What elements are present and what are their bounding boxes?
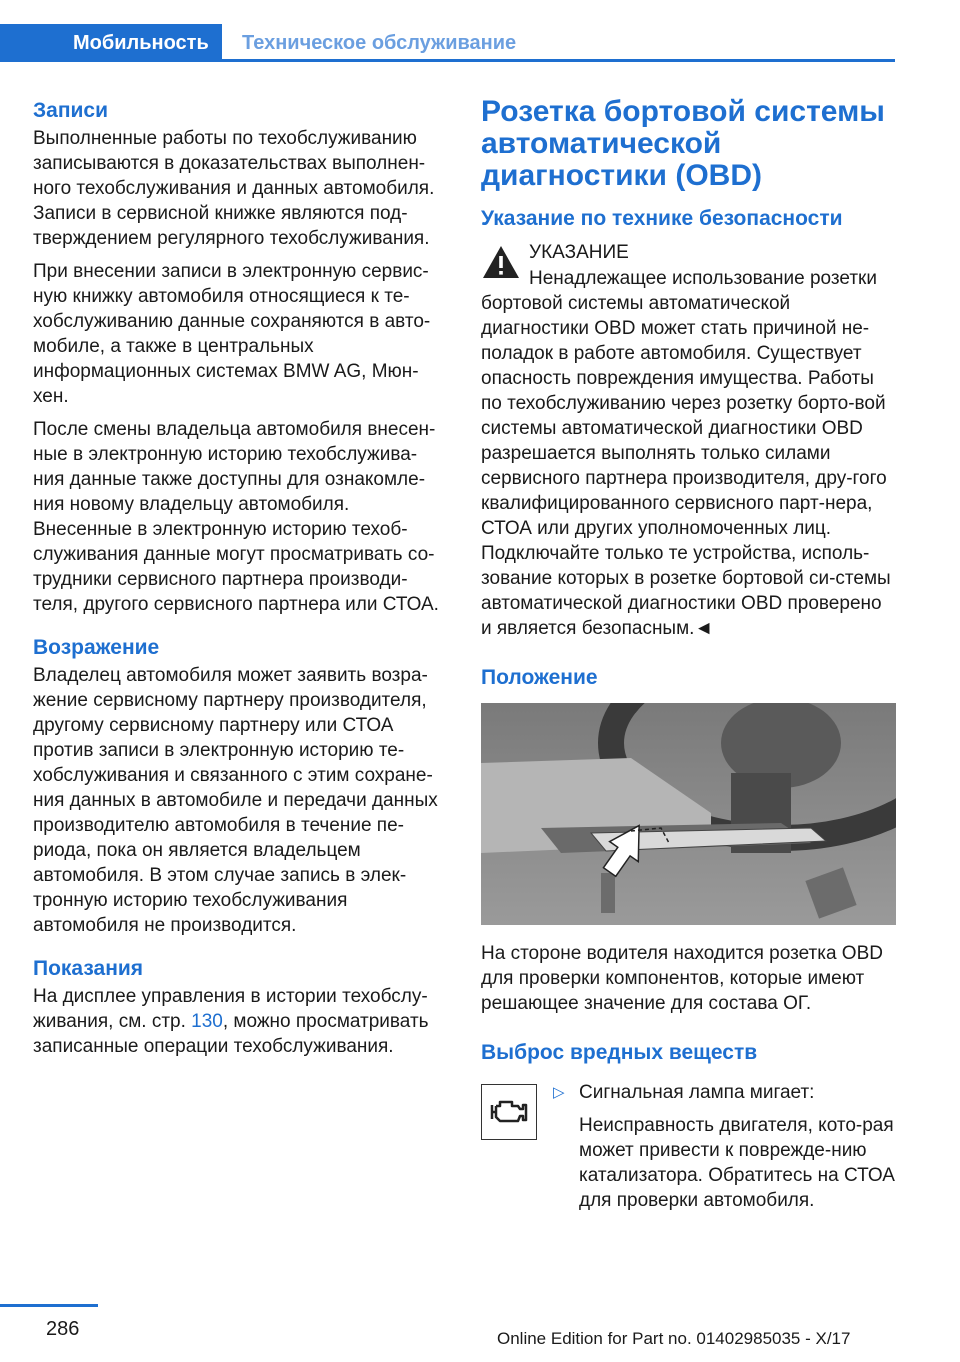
dashboard-illustration	[481, 703, 896, 925]
warning-triangle-icon	[481, 244, 521, 280]
header-rule	[222, 59, 895, 62]
engine-indicator-block	[481, 1080, 896, 1213]
safety-heading: Указание по технике безопасности	[481, 207, 843, 230]
warning-label: УКАЗАНИЕ	[529, 242, 629, 263]
left-column	[33, 96, 448, 1067]
display-heading: Показания	[33, 957, 144, 980]
warning-line-1: Ненадлежащее использование розетки	[529, 268, 877, 289]
chapter-tab[interactable]: Мобильность	[0, 24, 222, 62]
records-heading: Записи	[33, 99, 109, 122]
page-header	[0, 24, 895, 62]
objection-paragraph: Владелец автомобиля может заявить возра-жение сервисному партнеру производителя, другому сервисному партнеру или СТОА против записи в электронную историю те-хобслуживания и связанного с этим сохране-ния данных в автомобиле и передачи данных производителю автомобиля в течение пе-риода, пока он является владельцем автомобиля. В этом случае запись в элек-тронную историю техобслуживания автомобиля не производится.	[33, 665, 438, 936]
position-heading: Положение	[481, 666, 598, 689]
obd-main-heading: Розетка бортовой системы автоматической диагностики (OBD)	[481, 95, 885, 192]
indicator-label: Сигнальная лампа мигает:	[579, 1082, 815, 1103]
indicator-description: Неисправность двигателя, кото-рая может привести к поврежде-нию катализатора. Обратитесь на СТОА для проверки автомобиля.	[579, 1115, 895, 1211]
position-paragraph: На стороне водителя находится розетка OBD для проверки компонентов, которые имеют решающее значение для состава ОГ.	[481, 943, 883, 1014]
engine-warning-icon	[481, 1084, 537, 1140]
display-text-before: На дисплее управления в истории техобслу-живания, см. стр.	[33, 986, 428, 1032]
right-column	[481, 96, 896, 1221]
footer-rule	[0, 1304, 98, 1307]
page-reference-link[interactable]: 130	[191, 1011, 223, 1032]
records-paragraph-3: После смены владельца автомобиля внесен-ные в электронную историю техобслужива-ния данные также доступны для ознакомле-ния новому владельцу автомобиля. Внесенные в электронную историю техоб-служивания данные могут просматривать со-трудники сервисного партнера производи-теля, другого сервисного партнера или СТОА.	[33, 419, 439, 615]
records-paragraph-1: Выполненные работы по техобслуживанию записываются в доказательствах выполнен-ного техобслуживания и данных автомобиля. Записи в сервисной книжке являются под-тверждением регулярного техобслуживания.	[33, 128, 435, 249]
records-paragraph-2: При внесении записи в электронную сервис-ную книжку автомобиля относящиеся к те-хобслуживанию данные сохраняются в авто-мобиле, а также в центральных информационных системах BMW AG, Мюн-хен.	[33, 261, 431, 407]
display-paragraph	[33, 984, 448, 1059]
warning-text: бортовой системы автоматической диагностики OBD может стать причиной не-поладок в работе автомобиля. Существует опасность повреждения имущества. Работы по техобслуживанию через розетку борто-вой системы автоматической диагностики OBD разрешается выполнять только силами сервисного партнера производителя, дру-гого квалифицированного сервисного парт-нера, СТОА или других уполномоченных лиц. Подключайте только те устройства, исполь-зование которых в розетке бортовой си-стемы автоматической диагностики OBD проверено и является безопасным.◄	[481, 293, 891, 639]
obd-location-photo	[481, 703, 896, 925]
section-title[interactable]: Техническое обслуживание	[242, 32, 517, 54]
warning-block	[481, 240, 896, 641]
edition-info: Online Edition for Part no. 01402985035 - X/17	[497, 1329, 851, 1348]
objection-heading: Возражение	[33, 636, 160, 659]
emission-heading: Выброс вредных веществ	[481, 1041, 758, 1064]
display-text-after: , можно просматривать записанные операции техобслуживания.	[33, 1011, 429, 1057]
page-number: 286	[46, 1318, 80, 1340]
list-marker-icon: ▷	[553, 1084, 565, 1101]
